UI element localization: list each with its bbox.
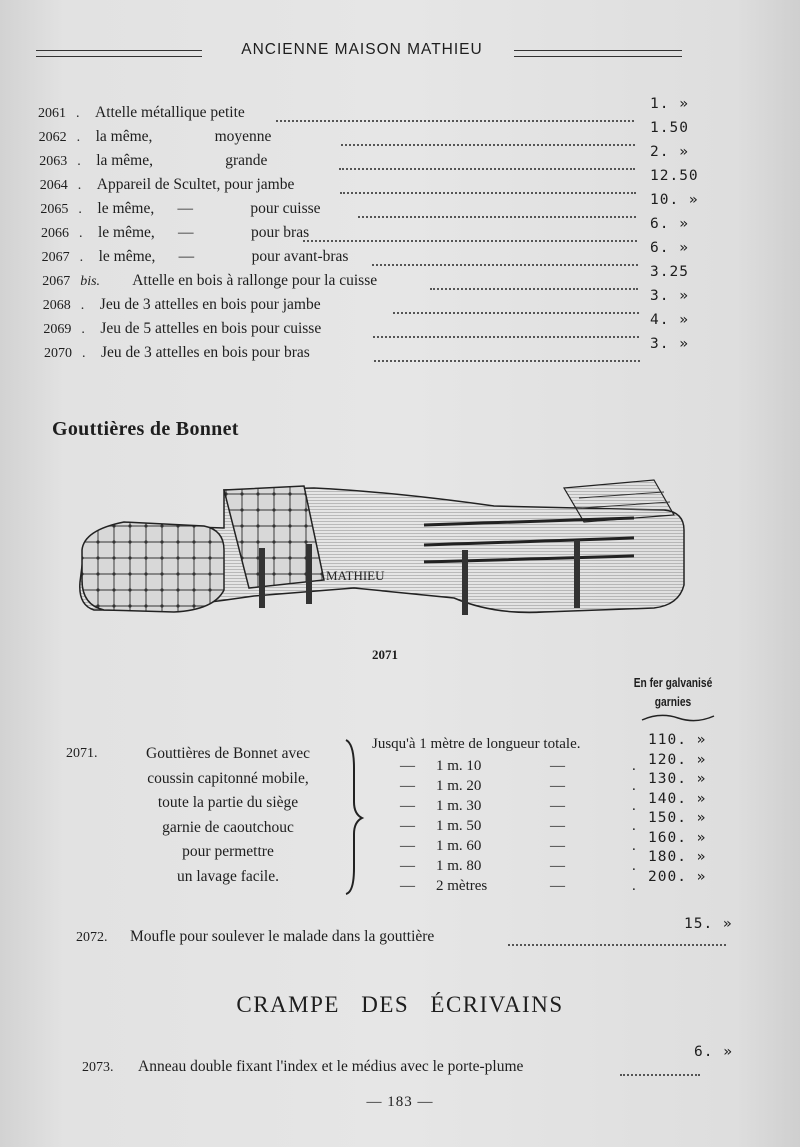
item-number-suffix: . xyxy=(79,226,83,241)
dot-leader xyxy=(340,190,636,194)
item-price: 15. » xyxy=(684,916,733,932)
dot-leader xyxy=(620,1072,700,1076)
tilde-ornament xyxy=(640,712,716,724)
item-row xyxy=(40,200,640,224)
section-title-crampe: CRAMPE DES ÉCRIVAINS xyxy=(236,992,564,1017)
item-row xyxy=(43,296,643,320)
item-number: 2068 xyxy=(42,298,71,313)
item-description: Attelle en bois à rallonge pour la cuisse xyxy=(132,272,378,289)
item-row xyxy=(41,224,641,248)
size-dash2: — xyxy=(550,838,565,854)
description-line: un lavage facile. xyxy=(177,867,279,885)
size-len: 2 mètres xyxy=(436,878,488,894)
item-price: 2. » xyxy=(650,144,689,160)
item-number: 2067 xyxy=(42,274,71,289)
size-dash: — xyxy=(400,858,415,874)
size-dash: — xyxy=(400,758,415,774)
item-description: Attelle métallique petite xyxy=(95,104,245,121)
size-row xyxy=(372,798,642,818)
item-number: 2070 xyxy=(44,346,72,361)
item-price: 1.50 xyxy=(650,120,689,136)
dot-leader xyxy=(372,262,638,266)
item-description: le même, — xyxy=(98,248,195,265)
item-number: 2065 xyxy=(40,202,69,217)
size-price: 120. » xyxy=(648,751,707,768)
splint-illustration xyxy=(74,470,688,620)
size-price: 140. » xyxy=(648,790,707,807)
column-header-line2: garnies xyxy=(654,695,692,709)
dot-leader xyxy=(341,142,635,146)
size-dash: — xyxy=(400,878,415,894)
item-number: 2061 xyxy=(38,106,66,121)
size-pt: . xyxy=(632,818,636,834)
size-price: 200. » xyxy=(648,868,707,885)
description-line: coussin capitonné mobile, xyxy=(147,769,309,787)
dot-leader xyxy=(374,358,640,362)
description-line: Gouttières de Bonnet avec xyxy=(146,745,310,762)
section-title-gouttieres: Gouttières de Bonnet xyxy=(52,418,239,440)
size-row xyxy=(372,778,642,798)
item-number: 2062 xyxy=(38,130,67,145)
item-description: Jeu de 3 attelles en bois pour jambe xyxy=(99,296,321,313)
header-title: ANCIENNE MAISON MATHIEU xyxy=(241,41,483,58)
illustration-label: MATHIEU xyxy=(326,568,385,583)
size-row xyxy=(372,838,642,858)
item-variant: pour cuisse xyxy=(250,200,321,217)
dot-leader xyxy=(339,166,635,170)
item-description: le même, — xyxy=(98,224,194,241)
item-price: 6. » xyxy=(650,216,689,232)
dot-leader xyxy=(358,214,636,218)
item-variant: moyenne xyxy=(214,128,272,145)
size-row xyxy=(372,818,642,838)
dot-leader xyxy=(430,286,638,290)
figure-number: 2071 xyxy=(372,647,398,662)
brace-ornament xyxy=(340,738,366,896)
size-len: 1 m. 10 xyxy=(436,758,482,774)
item-row xyxy=(39,128,639,152)
size-first-label: Jusqu'à 1 mètre de longueur totale. xyxy=(372,736,581,752)
size-pt: . xyxy=(632,858,636,874)
item-number: 2072. xyxy=(76,930,108,945)
size-price: 130. » xyxy=(648,771,707,787)
page-header xyxy=(36,38,682,66)
size-len: 1 m. 60 xyxy=(436,838,482,854)
size-len: 1 m. 80 xyxy=(436,858,482,874)
item-price: 6. » xyxy=(650,240,689,256)
dot-leader xyxy=(373,334,639,338)
size-pt: . xyxy=(632,798,636,814)
size-dash: — xyxy=(400,798,415,814)
size-price: 180. » xyxy=(648,849,707,865)
item-number-suffix: bis. xyxy=(80,274,101,289)
item-variant: grande xyxy=(225,152,268,169)
item-number: 2067 xyxy=(41,250,70,265)
item-row xyxy=(39,152,639,176)
size-pt: . xyxy=(632,778,636,794)
item-number-suffix: . xyxy=(82,346,86,361)
item-description: Jeu de 3 attelles en bois pour bras xyxy=(101,344,310,361)
size-row xyxy=(372,878,642,898)
item-row xyxy=(42,248,642,272)
size-price: 110. » xyxy=(648,732,707,748)
description-line: toute la partie du siège xyxy=(157,794,299,811)
description-line: pour permettre xyxy=(182,843,274,860)
size-row xyxy=(372,758,642,778)
item-number: 2064 xyxy=(39,178,68,193)
size-dash: — xyxy=(400,838,415,854)
item-description: le même, — xyxy=(97,200,193,217)
item-number-suffix: . xyxy=(76,106,80,121)
dot-leader xyxy=(393,310,639,314)
description-line: garnie de caoutchouc xyxy=(162,818,294,836)
item-2071-number: 2071. xyxy=(66,746,98,761)
item-number-suffix: . xyxy=(77,178,82,193)
item-2073-row xyxy=(82,1058,742,1082)
size-len: 1 m. 20 xyxy=(436,778,482,794)
size-row-first xyxy=(372,736,642,756)
item-row xyxy=(40,176,640,200)
dot-leader xyxy=(276,118,634,122)
size-dash: — xyxy=(400,778,415,794)
size-dash2: — xyxy=(550,878,565,894)
item-row xyxy=(38,104,638,128)
item-price: 12.50 xyxy=(650,168,699,184)
size-dash2: — xyxy=(550,858,565,874)
size-len: 1 m. 50 xyxy=(436,818,482,834)
item-number-suffix: . xyxy=(78,202,82,217)
dot-leader xyxy=(303,238,637,242)
item-price: 3.25 xyxy=(650,264,689,280)
item-price: 3. » xyxy=(650,288,689,304)
item-description: Jeu de 5 attelles en bois pour cuisse xyxy=(100,320,322,337)
size-row xyxy=(372,858,642,878)
item-row xyxy=(43,320,643,344)
item-number: 2066 xyxy=(41,226,69,241)
item-row xyxy=(44,344,644,368)
size-len: 1 m. 30 xyxy=(436,798,482,814)
item-number: 2063 xyxy=(39,154,68,169)
item-description: Anneau double fixant l'index et le médius avec le porte-plume xyxy=(138,1058,524,1075)
item-description: la même, xyxy=(95,128,153,145)
column-header-line1: En fer galvanisé xyxy=(633,676,713,690)
item-price: 10. » xyxy=(650,192,699,208)
item-price: 1. » xyxy=(650,96,689,112)
size-pt: . xyxy=(632,838,636,854)
item-description: la même, xyxy=(96,152,153,169)
header-rule-right xyxy=(514,50,682,57)
item-description: Appareil de Scultet, pour jambe xyxy=(96,176,295,193)
item-variant: pour avant-bras xyxy=(251,248,349,265)
item-number-suffix: . xyxy=(80,298,85,313)
size-price: 150. » xyxy=(648,810,707,826)
size-pt: . xyxy=(632,878,636,894)
size-dash2: — xyxy=(550,818,565,834)
size-dash2: — xyxy=(550,798,565,814)
item-price: 4. » xyxy=(650,312,689,328)
item-number: 2069 xyxy=(43,322,72,337)
item-price: 6. » xyxy=(694,1044,733,1060)
item-price: 3. » xyxy=(650,336,689,352)
item-row xyxy=(42,272,642,296)
item-2071-description xyxy=(118,742,338,889)
item-number-suffix: . xyxy=(79,250,84,265)
item-number-suffix: . xyxy=(81,322,85,337)
item-number-suffix: . xyxy=(77,154,81,169)
header-rule-left xyxy=(36,50,202,57)
item-variant: pour bras xyxy=(251,224,310,241)
price-column-header xyxy=(631,674,715,712)
size-dash2: — xyxy=(550,778,565,794)
item-2072-row xyxy=(76,928,736,952)
size-dash2: — xyxy=(550,758,565,774)
size-price: 160. » xyxy=(648,829,707,846)
item-number: 2073. xyxy=(82,1060,114,1075)
page-number: — 183 — xyxy=(366,1094,434,1110)
dot-leader xyxy=(508,942,726,946)
item-number-suffix: . xyxy=(76,130,81,145)
item-description: Moufle pour soulever le malade dans la gouttière xyxy=(130,928,435,945)
size-pt: . xyxy=(632,758,636,774)
size-dash: — xyxy=(400,818,415,834)
